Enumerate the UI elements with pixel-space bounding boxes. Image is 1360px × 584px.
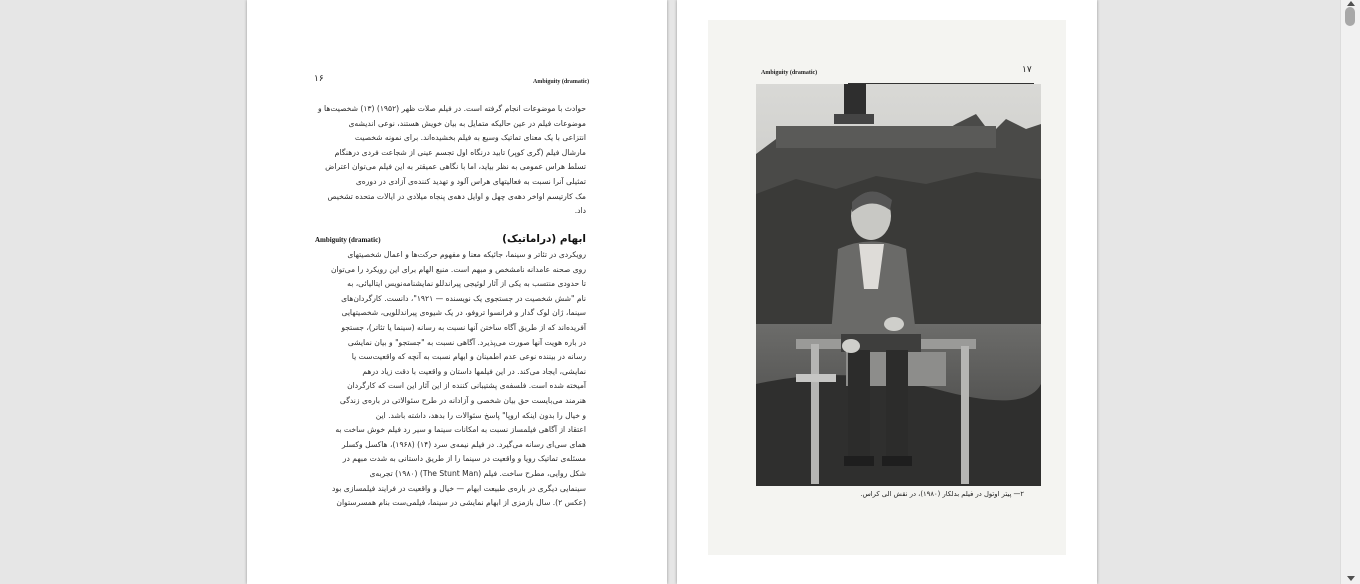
page-number: ۱۶ — [314, 74, 324, 84]
vertical-scrollbar[interactable] — [1340, 0, 1360, 584]
intro-paragraph — [314, 102, 586, 219]
film-still-image — [756, 84, 1041, 486]
text-line: شکل روایی، مطرح ساخت. فیلم (The Stunt Man) (۱۹۸۰) تجربه‌ی — [369, 468, 586, 478]
section-title-en: Ambiguity (dramatic) — [315, 236, 381, 244]
text-line: مک کارتیسم اواخر دهه‌ی چهل و اوایل دهه‌ی پنجاه میلادی در ایالات متحده تشخیص — [327, 191, 586, 201]
text-line: رویکردی در تئاتر و سینما، جائیکه معنا و مفهوم حرکت‌ها و اعمال شخصیتهای — [347, 250, 586, 259]
scroll-down-arrow-icon[interactable] — [1341, 574, 1360, 584]
scanned-page — [708, 20, 1066, 555]
scrollbar-thumb[interactable] — [1345, 7, 1355, 26]
page-17 — [677, 0, 1097, 584]
text-line: همای سی‌ای رسانه می‌گیرد. در فیلم نیمه‌ی سرد (۱۴) (۱۹۶۸)، هاکسل وکسلر — [341, 439, 586, 449]
film-still-photo — [756, 84, 1041, 486]
text-line: موضوعات فیلم در عین حالیکه متمایل به بیان خویش هستند، نوعی اندیشه‌ی — [348, 118, 586, 128]
text-line: در باره هویت آنها صورت می‌پذیرد. آگاهی نسبت به "جستجو" و بیان نمایشی — [347, 337, 586, 347]
text-line: آفریده‌اند که از طریق آگاه ساختن آنها نسبت به رسانه (سینما یا تئاتر)، جستجو — [341, 322, 586, 332]
text-line: اعتقاد از آگاهی فیلمساز نسبت به امکانات سینما و سیر رد فیلم خوش ساخت به — [335, 425, 586, 435]
text-line: نام "شش شخصیت در جستجوی یک نویسنده — ۱۹۲۱"، دانست. کارگردان‌های — [341, 293, 586, 303]
text-line: نمایشی، ایجاد می‌کند. در این فیلمها داستان و واقعیت با دقت زیاد درهم — [362, 366, 586, 376]
text-line: مارشال فیلم (گری کوپر) تابید درنگاه اول تجسم عینی از شجاعت فردی درهنگام — [334, 147, 586, 157]
running-header: Ambiguity (dramatic) — [761, 70, 818, 76]
text-line: سینمایی دیگری در باره‌ی طبیعت ابهام — خیال و واقعیت در فرایند فیلمسازی بود — [331, 483, 586, 493]
section-title-fa: ابهام (دراماتیک) — [502, 233, 586, 245]
photo-caption: ۲— پیتر اوتول در فیلم بدلکار (۱۹۸۰)، در نقش الی کراس. — [860, 490, 1024, 498]
page-16 — [247, 0, 667, 584]
text-line: رسانه در بیننده نوعی عدم اطمینان و ابهام نسبت به آنچه که واقعیت‌ست یا — [351, 352, 586, 362]
page-number: ۱۷ — [1022, 65, 1032, 75]
text-line: آمیخته شده است. فلسفه‌ی پشتیبانی کننده از این آثار این است که کارگردان — [347, 381, 586, 391]
text-line: حوادث با موضوعات انجام گرفته است. در فیلم صلات ظهر (۱۹۵۲) (۱۳) شخصیت‌ها و — [317, 104, 586, 113]
body-paragraph — [314, 248, 586, 511]
text-line: (عکس ۲). سال بازمزی از ابهام نمایشی در سینما، فیلمی‌ست بنام همسرستوان — [336, 498, 586, 508]
text-line: مسئله‌ی تماتیک رویا و واقعیت در سینما را از طریق داستانی به شدت مبهم در — [342, 454, 586, 464]
text-line: تا حدودی منتسب به یکی از آثار لوئیجی پیراندللو نمایشنامه‌نویس ایتالیائی، به — [347, 279, 586, 289]
text-line: سینما، ژان لوک گدار و فرانسوا تروفو، در یک شیوه‌ی پیراندللویی، شخصیتهایی — [341, 308, 586, 318]
running-header: Ambiguity (dramatic) — [533, 79, 590, 85]
text-line: و خیال را بدون اینکه اروپا" پاسخ سئوالات را بدهد، داشته باشد. این — [375, 410, 586, 420]
text-line: داد. — [574, 206, 586, 216]
text-line: روی صحنه عامدانه نامشخص و مبهم است. منبع الهام برای این رویکرد را می‌توان — [330, 264, 586, 274]
text-line: تسلط هراس عمومی به نظر بیاید، اما با نگاهی عمیقتر به این فیلم می‌توان اعتراض — [325, 162, 586, 172]
text-line: تمثیلی آنرا نسبت به فعالیتهای هراس آلود و تهدید کننده‌ی آزادی در دوره‌ی — [355, 176, 586, 186]
text-line: هنرمند می‌بایست حق بیان شخصی و آزادانه در طرح سئوالاتی در باره‌ی زندگی — [339, 395, 586, 405]
text-line: انتزاعی با یک معنای تماتیک وسیع به فیلم بخشیده‌اند. برای نمونه شخصیت — [354, 133, 586, 143]
